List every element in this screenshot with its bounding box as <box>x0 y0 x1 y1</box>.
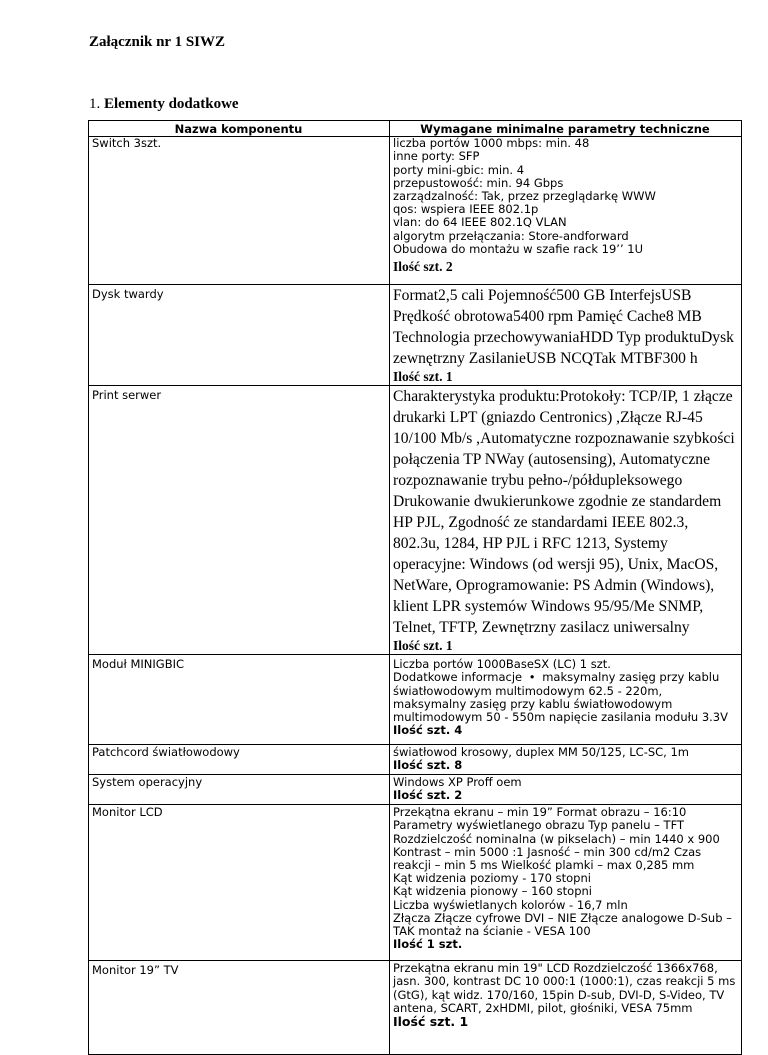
spec-line: Liczba portów 1000BaseSX (LC) 1 szt. <box>393 657 611 672</box>
section-title: Elementy dodatkowe <box>104 96 239 112</box>
table-row <box>89 961 742 1055</box>
spec-line: liczba portów 1000 mbps: min. 48 <box>393 136 590 151</box>
spec-line: porty mini-gbic: min. 4 <box>393 162 525 177</box>
table-row <box>89 285 742 386</box>
spec-text: Windows XP Proff oem <box>393 775 522 790</box>
component-name: Moduł MINIGBIC <box>89 655 390 745</box>
table-row <box>89 775 742 805</box>
component-spec <box>390 655 742 745</box>
component-spec <box>390 775 742 805</box>
component-name: Print serwer <box>89 386 390 655</box>
spec-line: Kąt widzenia pionowy – 160 stopni <box>393 884 593 899</box>
component-spec <box>390 745 742 775</box>
spec-line: algorytm przełączania: Store-andforward <box>393 228 629 243</box>
spec-line: Kąt widzenia poziomy - 170 stopni <box>393 871 591 886</box>
component-spec <box>390 961 742 1055</box>
section-heading <box>89 96 239 113</box>
spec-line: przepustowość: min. 94 Gbps <box>393 175 564 190</box>
spec-text: światłowod krosowy, duplex MM 50/125, LC-SC, 1m <box>393 745 690 760</box>
spec-line: Liczba wyświetlanych kolorów - 16,7 mln <box>393 897 628 912</box>
section-number: 1. <box>89 96 101 112</box>
spec-text <box>393 671 737 724</box>
component-spec <box>390 805 742 961</box>
table-row <box>89 805 742 961</box>
header-component-name: Nazwa komponentu <box>89 121 390 137</box>
info-prefix: Dodatkowe informacje <box>393 670 523 685</box>
component-name: Switch 3szt. <box>89 137 390 285</box>
spec-text: Złącza Złącze cyfrowe DVI – NIE Złącze analogowe D-Sub – TAK montaż na ścianie - VESA 100 <box>393 910 732 939</box>
page-title: Załącznik nr 1 SIWZ <box>89 34 226 50</box>
quantity: Ilość szt. 1 <box>393 1014 469 1030</box>
spec-line: Obudowa do montażu w szafie rack 19’’ 1U <box>393 241 643 256</box>
component-name: System operacyjny <box>89 775 390 805</box>
component-name: Dysk twardy <box>89 285 390 386</box>
spec-line: inne porty: SFP <box>393 149 480 164</box>
bullet-icon: • <box>528 670 536 685</box>
component-name: Patchcord światłowodowy <box>89 745 390 775</box>
spec-text: Charakterystyka produktu:Protokoły: TCP/IP, 1 złącze drukarki LPT (gniazdo Centronics) ,Złącze RJ-45 10/100 Mb/s ,Automatyczne rozpoznawanie szybkości połączenia TP NWay (autosensing), Automatyczne rozpoznawanie trybu pełno-/półdupleksowego Drukowanie dwukierunkowe zgodnie ze standardem HP PJL, Zgodność ze standardami IEEE 802.3, 802.3u, 1284, HP PJL i RFC 1213, Systemy operacyjne: Windows (od wersji 95), Unix, MacOS, NetWare, Oprogramowanie: PS Admin (Windows), klient LPR systemów Windows 95/95/Me SNMP, Telnet, TFTP, Zewnętrzny zasilacz uniwersalny <box>393 388 735 637</box>
component-spec <box>390 386 742 655</box>
table-header-row <box>89 121 742 137</box>
spec-line: vlan: do 64 IEEE 802.1Q VLAN <box>393 215 567 230</box>
info-rest: maksymalny zasięg przy kablu światłowodowym multimodowym 62.5 - 220m, maksymalny zasięg przy kablu światłowodowym multimodowym 50 - 550m napięcie zasilania modułu 3.3V <box>393 670 728 725</box>
quantity: Ilość szt. 1 <box>393 638 453 654</box>
quantity: Ilość szt. 4 <box>393 723 463 738</box>
spec-text: Format2,5 cali Pojemność500 GB InterfejsUSB Prędkość obrotowa5400 rpm Pamięć Cache8 MB Technologia przechowywaniaHDD Typ produktuDysk zewnętrzny ZasilanieUSB NCQTak MTBF300 h <box>393 287 734 368</box>
component-spec <box>390 285 742 386</box>
component-name: Monitor 19” TV <box>89 961 390 1055</box>
quantity: Ilość szt. 8 <box>393 758 463 773</box>
quantity: Ilość 1 szt. <box>393 937 463 952</box>
table-row <box>89 745 742 775</box>
component-spec <box>390 137 742 285</box>
header-requirements: Wymagane minimalne parametry techniczne <box>390 121 742 137</box>
table-row <box>89 137 742 285</box>
quantity: Ilość szt. 1 <box>393 369 453 385</box>
quantity: Ilość szt. 2 <box>393 259 453 275</box>
table-row <box>89 386 742 655</box>
spec-line: qos: wspiera IEEE 802.1p <box>393 202 539 217</box>
quantity: Ilość szt. 2 <box>393 788 463 803</box>
spec-line: zarządzalność: Tak, przez przeglądarkę WWW <box>393 189 656 204</box>
component-name: Monitor LCD <box>89 805 390 961</box>
spec-text: Przekątna ekranu – min 19” Format obrazu – 16:10 Parametry wyświetlanego obrazu Typ panelu – TFT Rozdzielczość nominalna (w pikselach) – min 1440 x 900 Kontrast – min 5000 :1 Jasność – min 300 cd/m2 Czas reakcji – min 5 ms Wielkość plamki – max 0,285 mm <box>393 805 720 873</box>
spec-text: Przekątna ekranu min 19" LCD Rozdzielczość 1366x768, jasn. 300, kontrast DC 10 000:1 (1000:1), czas reakcji 5 ms (GtG), kąt widz. 170/160, 15pin D-sub, DVI-D, S-Video, TV antena, SCART, 2xHDMI, pilot, głośniki, VESA 75mm <box>393 961 736 1015</box>
components-table <box>88 120 742 1055</box>
table-row <box>89 655 742 745</box>
